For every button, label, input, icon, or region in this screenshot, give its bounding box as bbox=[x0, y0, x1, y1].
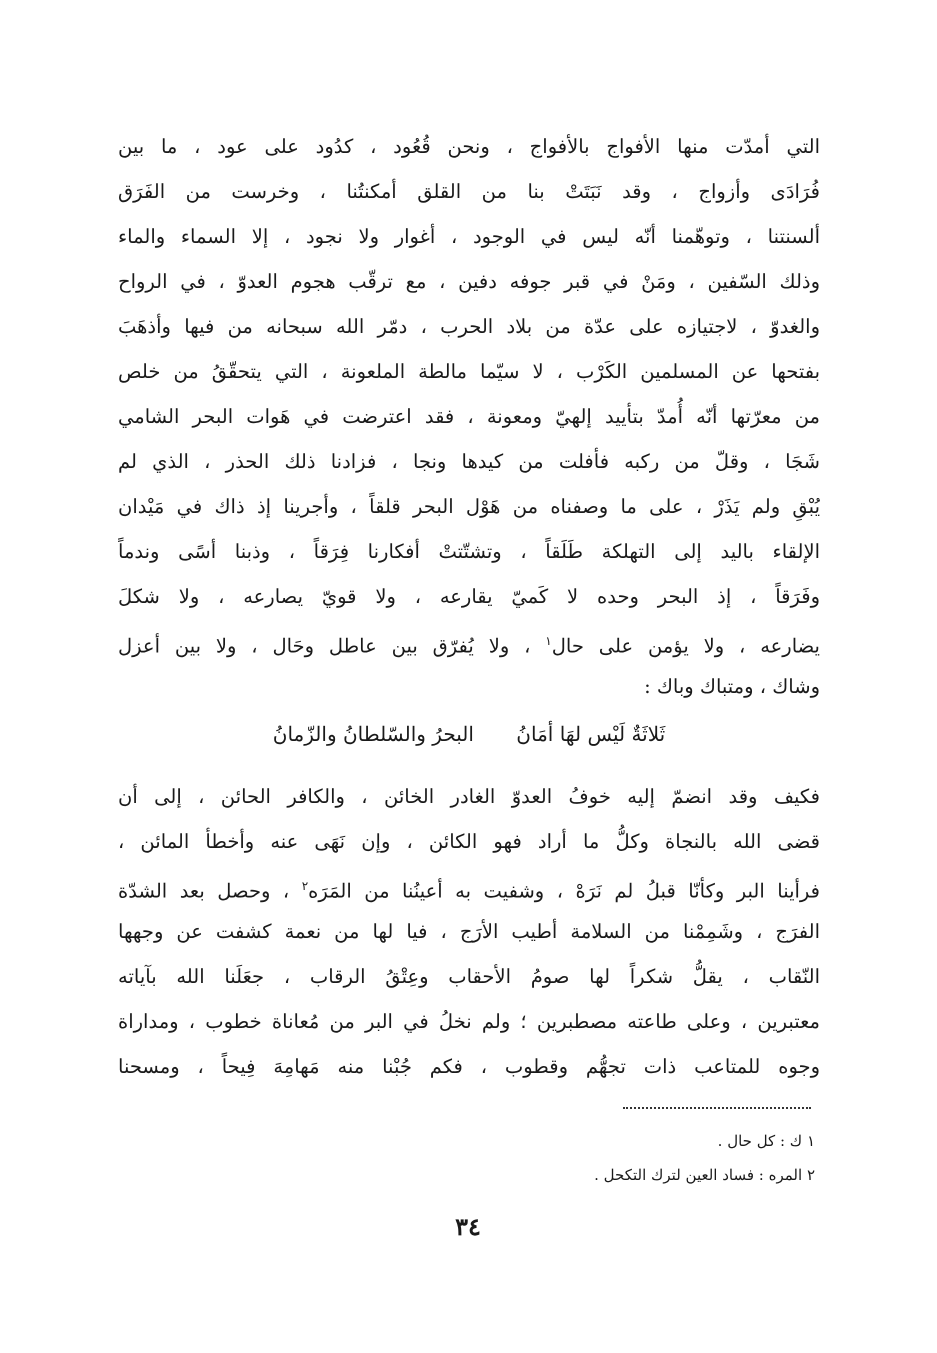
text-line: والغدوّ ، لاجتيازه على عدّة من بلاد الحرب ، دمّر الله سبحانه من فيها وأذهَبَ bbox=[118, 315, 820, 338]
text-line: شَجَا ، وقلّ من ركبه فأفلت من كيدها ونجا ، فزادنا ذلك الحذر ، الذي لم bbox=[118, 450, 820, 473]
text-line: وشاك ، ومتباك وباك : bbox=[644, 675, 820, 698]
text-line: يُبْقِ ولم يَذَرْ ، على ما وصفناه من هَوْل البحر قلقاً ، وأجرينا إذ ذاك في مَيْدان bbox=[118, 495, 820, 518]
text-line: الإلقاء باليد إلى التهلكة طَلَقاً ، وتشتّتتْ أفكارنا فِرَقاً ، وذبنا أسًى وندماً bbox=[118, 540, 820, 563]
text-line: فُرَادَى وأزواج ، وقد نَبَتَتْ بنا من القلق أمكنتُنا ، وخرست من الفَرَق bbox=[118, 180, 820, 203]
text-line: من معرّتها أنّه أُمدّ بتأييد إلهيّ ومعونة ، فقد اعترضت في هَوات البحر الشامي bbox=[118, 405, 820, 428]
footnotes bbox=[420, 1124, 815, 1192]
text-line: قضى الله بالنجاة وكلُّ ما أراد فهو الكائن ، وإن نَهَى عنه وأخطأ المائن ، bbox=[118, 830, 820, 853]
footnote-1: ١ ك : كل حال . bbox=[717, 1132, 815, 1150]
text-line: النّقاب ، يقلُّ شكراً لها صومُ الأحقاب وعِتْقُ الرقاب ، جعَلَنا الله بآياته bbox=[118, 965, 820, 988]
verse-first-hemistich: ثَلاثَةٌ لَيْس لهَا أمَانُ bbox=[516, 722, 666, 746]
paragraph-1 bbox=[118, 124, 820, 709]
text-line: وذلك السّفين ، ومَنْ في قبر جوفه دفين ، مع ترقّب هجوم العدوّ ، في الرواح bbox=[118, 270, 820, 293]
page-number: ٣٤ bbox=[455, 1212, 481, 1241]
text-line: ألسنتنا ، وتوهّمنا أنّه ليس في الوجود ، أغوار ولا نجود ، إلا السماء والماء bbox=[118, 225, 820, 248]
paragraph-2 bbox=[118, 774, 820, 1089]
text-line: وفَرَقاً ، إذ البحر وحده لا كَميّ يقارعه ، ولا قويّ يصارعه ، ولا شكلَ bbox=[118, 585, 820, 608]
text-line: فرأينا البر وكأنّا قبلُ لم نَرَهْ ، وشفيت به أعينُنا من المَرَه$^٢$ ، وحصل بعد الشدّة bbox=[118, 879, 820, 903]
text-line: وجوه للمتاعب ذات تجهُّم وقطوب ، فكم جُبْنا منه مَهامِهَ فِيحاً ، ومسحنا bbox=[118, 1055, 820, 1078]
footnote-reference: ١ bbox=[545, 634, 552, 648]
text-line: فكيف وقد انضمّ إليه خوفُ العدوّ الغادر الخائن ، والكافر الحائن ، إلى أن bbox=[118, 785, 820, 808]
text-line: يضارعه ، ولا يؤمن على حال$^١$ ، ولا يُفرّق بين عاطل وحَال ، ولا بين أعزل bbox=[118, 634, 820, 658]
footnote-separator bbox=[623, 1107, 811, 1109]
footnote-2: ٢ المره : فساد العين لترك التكحل . bbox=[594, 1166, 815, 1184]
text-line: معتبرين ، وعلى طاعته مصطبرين ؛ ولم نخلُ في البر من مُعاناة خطوب ، ومداراة bbox=[118, 1010, 820, 1033]
poem-verse bbox=[118, 712, 820, 757]
text-line: الفرَج ، وشَمِمْنا من السلامة أطيب الأرَج ، فيا لها من نعمة كشفت عن وجهها bbox=[118, 920, 820, 943]
text-line: بفتحها عن المسلمين الكَرْب ، لا سيّما مالطة الملعونة ، التي يتحقّقُ من خلص bbox=[118, 360, 820, 383]
text-line: التي أمدّت منها الأفواج بالأفواج ، ونحن قُعُود ، كدُود على عود ، ما بين bbox=[118, 135, 820, 158]
footnote-reference: ٢ bbox=[301, 879, 309, 893]
verse-second-hemistich: البحرُ والسّلطانُ والزّمانُ bbox=[272, 722, 474, 746]
